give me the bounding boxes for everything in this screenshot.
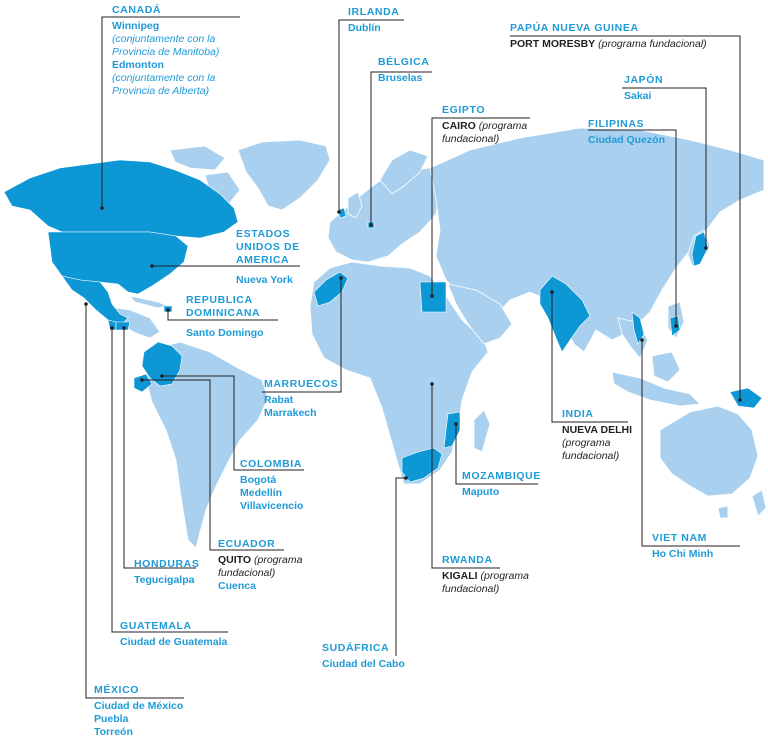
- country-name: REPUBLICA: [186, 294, 253, 306]
- country-name: COLOMBIA: [240, 458, 302, 470]
- city-name: Nueva York: [236, 274, 293, 286]
- city-name: Ciudad Quezón: [588, 134, 665, 146]
- canada-shape: [4, 160, 238, 238]
- city-name: Ho Chi Minh: [652, 548, 714, 560]
- city-name: Maputo: [462, 486, 500, 498]
- country-name: UNIDOS DE: [236, 241, 300, 253]
- country-name: GUATEMALA: [120, 620, 192, 632]
- country-name: ESTADOS: [236, 228, 291, 240]
- country-name: VIET NAM: [652, 532, 707, 544]
- greenland: [238, 140, 330, 210]
- city-note: (programa fundacional): [598, 38, 707, 50]
- city-name: Winnipeg: [112, 20, 160, 32]
- label-guatemala: [120, 620, 227, 649]
- png-shape: [730, 388, 762, 408]
- city-note: Provincia de Alberta): [112, 85, 210, 97]
- country-name: JAPÓN: [624, 74, 664, 86]
- city-note: (programa: [478, 120, 528, 132]
- country-name: ECUADOR: [218, 538, 276, 550]
- country-name: IRLANDA: [348, 6, 400, 18]
- label-sudafrica: [322, 642, 405, 671]
- label-papua-nueva-guinea: [510, 22, 707, 51]
- label-japon: [624, 74, 663, 103]
- australia: [660, 406, 758, 496]
- arctic-islands: [170, 146, 225, 170]
- city-name: Ciudad de México: [94, 700, 184, 712]
- city-note: (programa: [480, 570, 529, 582]
- se-asia: [618, 318, 648, 358]
- city-name: Sakai: [624, 90, 652, 102]
- city-note: Provincia de Manitoba): [112, 46, 220, 58]
- label-egipto: [442, 104, 527, 146]
- country-name: INDIA: [562, 408, 594, 420]
- cuba: [130, 296, 168, 308]
- label-india: [562, 408, 632, 463]
- city-name: Edmonton: [112, 59, 164, 71]
- label-estados-unidos: [236, 228, 300, 287]
- country-name: MARRUECOS: [264, 378, 339, 390]
- label-belgica: [378, 56, 429, 85]
- city-name: Santo Domingo: [186, 327, 264, 339]
- city-name: Bogotá: [240, 474, 277, 486]
- city-name: CAIRO: [442, 120, 476, 132]
- label-marruecos: [264, 378, 338, 420]
- country-name: SUDÁFRICA: [322, 642, 390, 654]
- city-name: Marrakech: [264, 407, 317, 419]
- country-name: RWANDA: [442, 554, 493, 566]
- country-name: MOZAMBIQUE: [462, 470, 541, 482]
- country-name: DOMINICANA: [186, 307, 261, 319]
- city-name: Puebla: [94, 713, 129, 725]
- city-name: Ciudad del Cabo: [322, 658, 405, 670]
- country-name: BÉLGICA: [378, 56, 430, 68]
- city-name: Tegucigalpa: [134, 574, 195, 586]
- label-honduras: [134, 558, 199, 587]
- tasmania: [718, 506, 728, 518]
- label-ecuador: [218, 538, 302, 593]
- city-note: fundacional): [442, 583, 500, 595]
- label-irlanda: [348, 6, 399, 35]
- city-name: Ciudad de Guatemala: [120, 636, 228, 648]
- borneo: [652, 352, 680, 382]
- label-mozambique: [462, 470, 541, 499]
- label-mexico: [94, 684, 183, 739]
- city-name: KIGALI: [442, 570, 478, 582]
- city-name: Cuenca: [218, 580, 256, 592]
- city-name: Dublín: [348, 22, 381, 34]
- city-note: fundacional): [218, 567, 276, 579]
- city-note: (conjuntamente con la: [112, 72, 216, 84]
- country-name: PAPÚA NUEVA GUINEA: [510, 22, 639, 34]
- label-filipinas: [588, 118, 665, 147]
- city-name: Bruselas: [378, 72, 423, 84]
- city-name: NUEVA DELHI: [562, 424, 633, 436]
- city-note: (conjuntamente con la: [112, 33, 216, 45]
- city-name: Torreón: [94, 726, 133, 738]
- city-note: fundacional): [562, 450, 620, 462]
- city-name: Villavicencio: [240, 500, 304, 512]
- city-name: QUITO: [218, 554, 252, 566]
- label-colombia: [240, 458, 303, 513]
- madagascar: [474, 410, 490, 452]
- new-zealand: [752, 490, 766, 516]
- label-canada: [112, 4, 219, 98]
- country-name: HONDURAS: [134, 558, 200, 570]
- country-name: CANADÁ: [112, 4, 162, 16]
- city-name: Rabat: [264, 394, 294, 406]
- country-name: AMERICA: [236, 254, 290, 266]
- city-note: (programa: [253, 554, 303, 566]
- city-name: PORT MORESBY: [510, 38, 596, 50]
- country-name: EGIPTO: [442, 104, 486, 116]
- city-note: fundacional): [442, 133, 500, 145]
- label-republica-dominicana: [186, 294, 264, 340]
- label-viet-nam: [652, 532, 713, 561]
- city-note: (programa: [562, 437, 611, 449]
- country-name: FILIPINAS: [588, 118, 645, 130]
- country-name: MÉXICO: [94, 684, 140, 696]
- label-rwanda: [442, 554, 529, 596]
- city-name: Medellín: [240, 487, 283, 499]
